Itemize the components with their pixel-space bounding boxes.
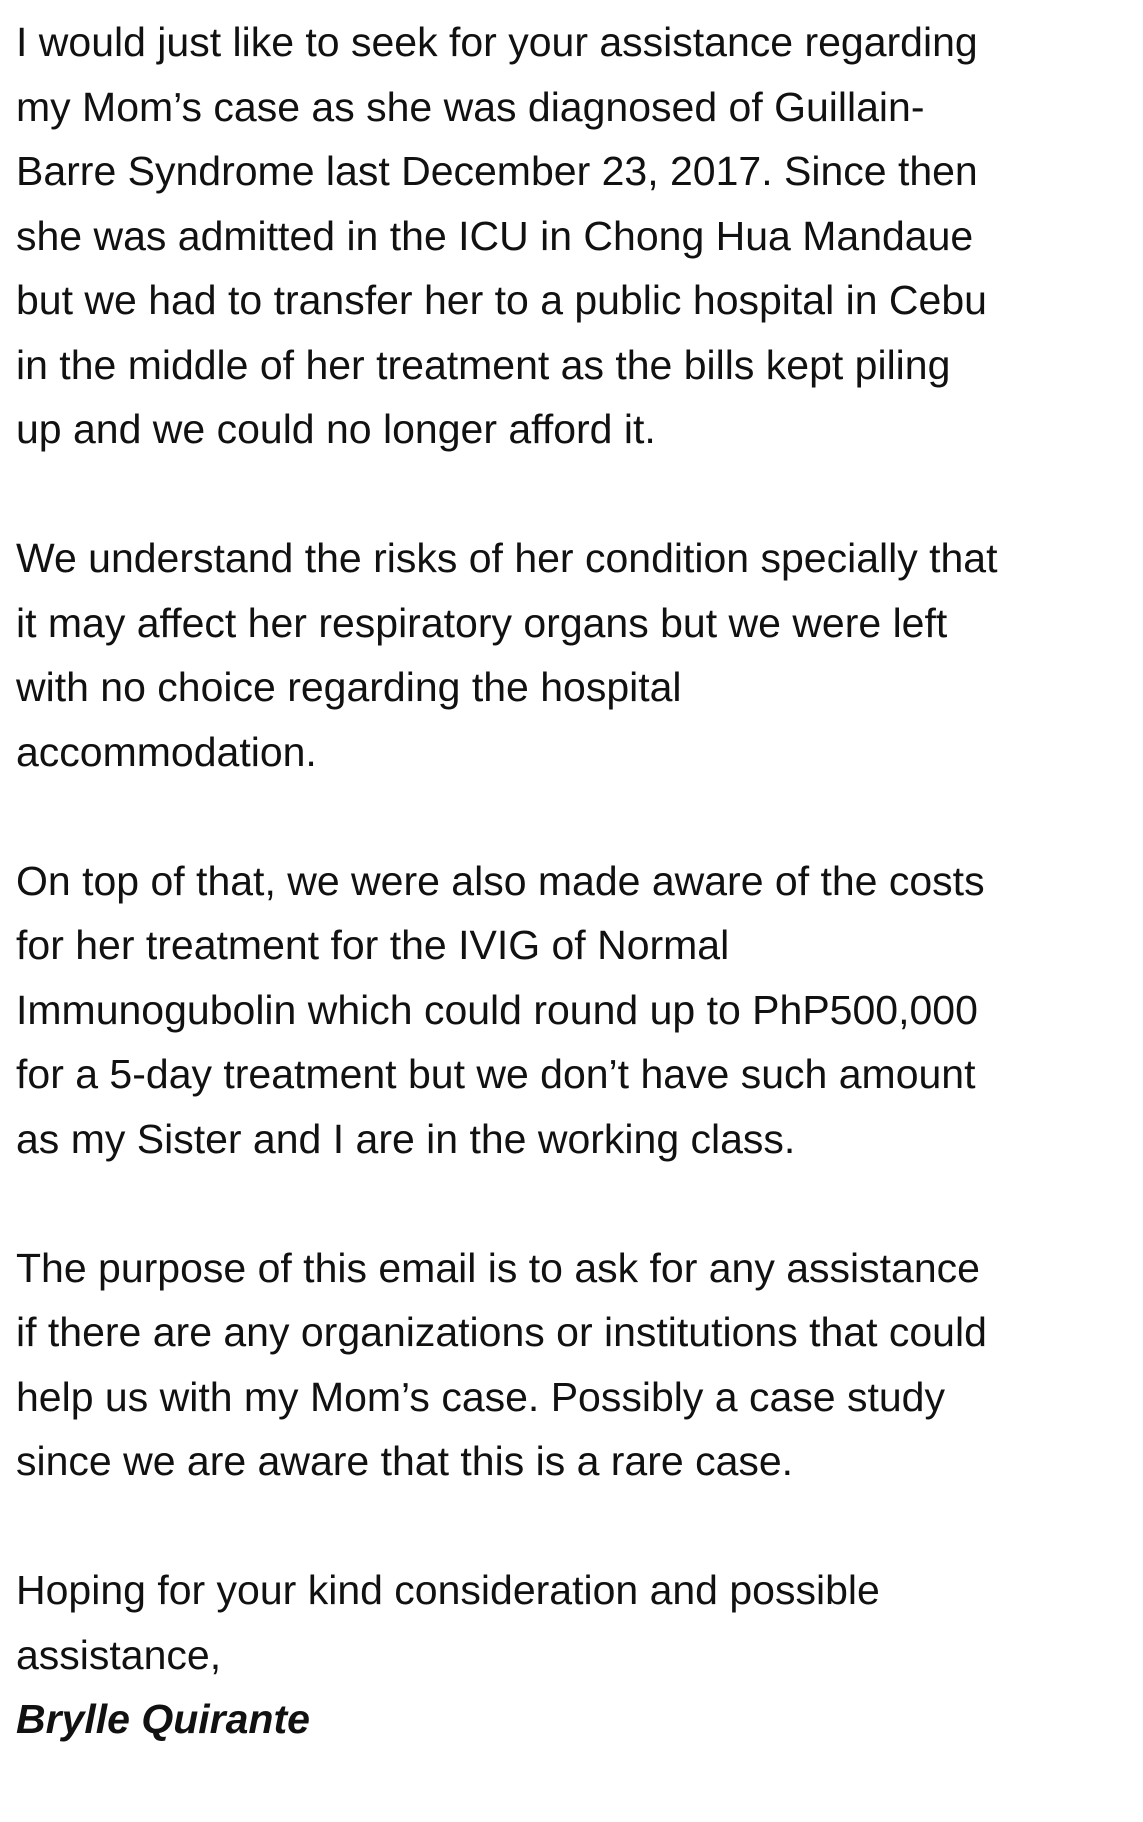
paragraph-purpose: The purpose of this email is to ask for any assistance if there are any organizations or institutions that could help us with my Mom’s case. Possibly a case study since we are aware that this is a rare case. <box>16 1244 987 1484</box>
paragraph-costs: On top of that, we were also made aware of the costs for her treatment for the IVIG of Normal Immunogubolin which could round up to PhP500,000 for a 5-day treatment but we don’t have such amount as my Sister and I are in the working class. <box>16 857 985 1162</box>
paragraph-request: I would just like to seek for your assistance regarding my Mom’s case as she was diagnosed of Guillain- Barre Syndrome last December 23, 2017. Since then she was admitted in the ICU in Chong Hua Mandaue but we had to transfer her to a public hospital in Cebu in the middle of her treatment as the bills kept piling up and we could no longer afford it. <box>16 19 987 452</box>
paragraph-risks: We understand the risks of her condition specially that it may affect her respiratory organs but we were left with no choice regarding the hospital accommodation. <box>16 535 998 775</box>
signature: Brylle Quirante <box>16 1696 310 1742</box>
email-body <box>16 10 1131 1752</box>
closing-line: Hoping for your kind consideration and possible assistance, <box>16 1567 880 1678</box>
